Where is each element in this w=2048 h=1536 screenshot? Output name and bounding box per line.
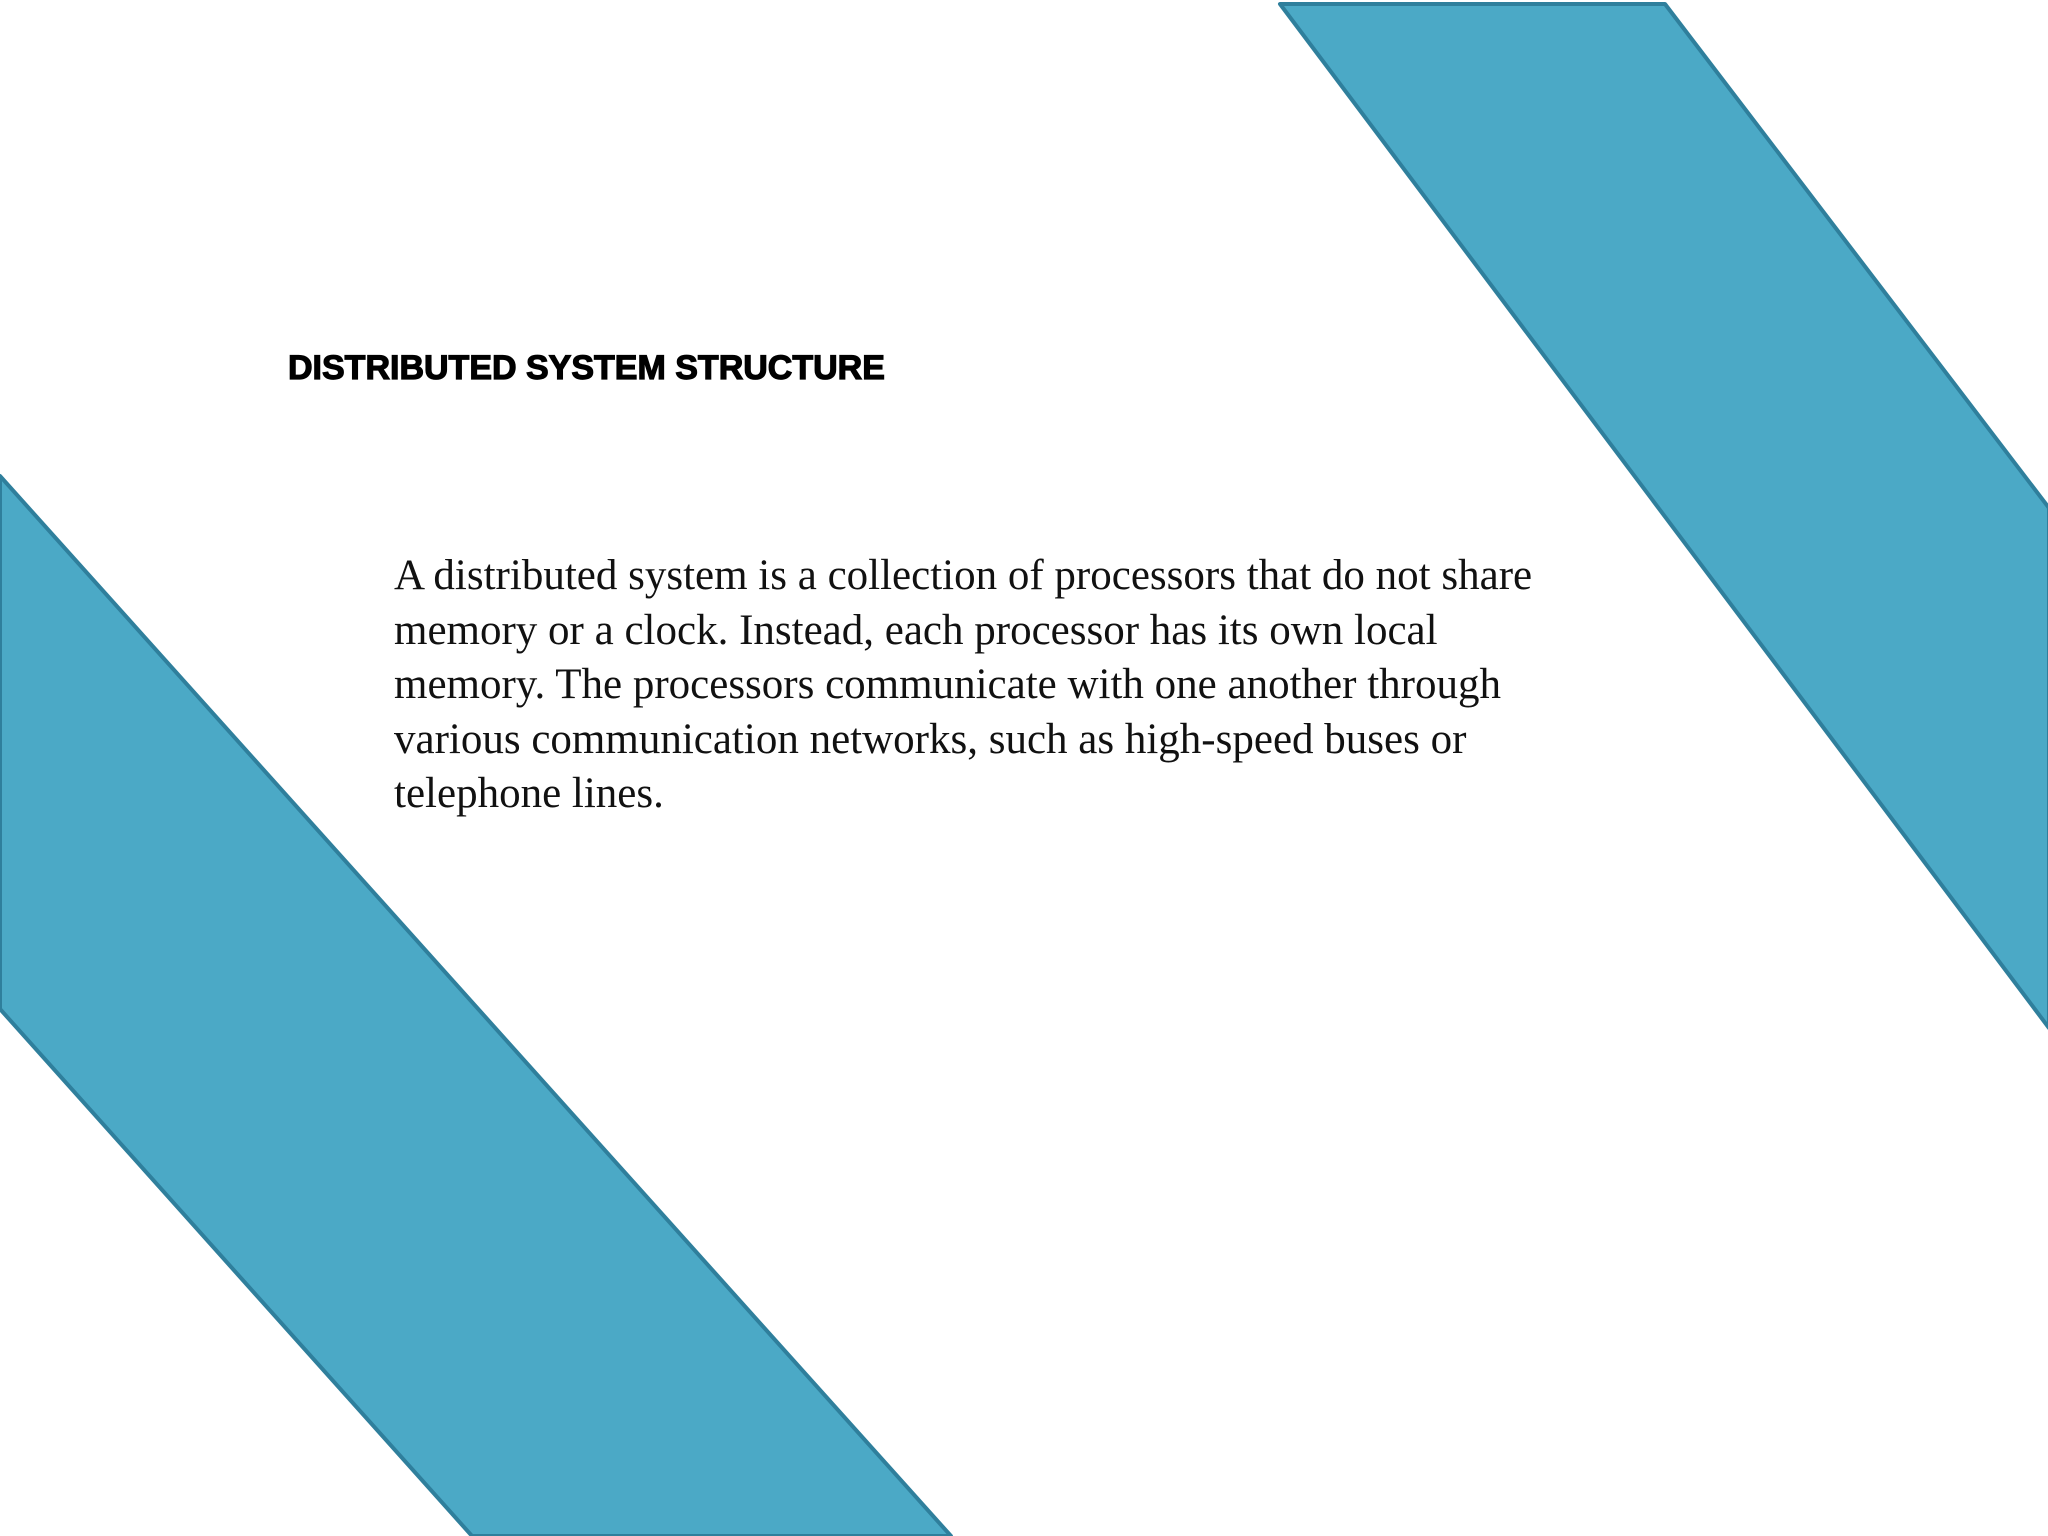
body-line: A distributed system is a collection of processors that do not share [394,552,1533,599]
body-line: memory. The processors communicate with one another through [394,661,1501,708]
top-right-band [1280,4,2048,1028]
body-line: various communication networks, such as high-speed buses or [394,715,1467,763]
slide-title: DISTRIBUTED SYSTEM STRUCTURE [288,349,885,387]
slide-body [394,549,1644,822]
body-line: memory or a clock. Instead, each processor has its own local [394,606,1438,654]
body-line: telephone lines. [394,770,664,817]
